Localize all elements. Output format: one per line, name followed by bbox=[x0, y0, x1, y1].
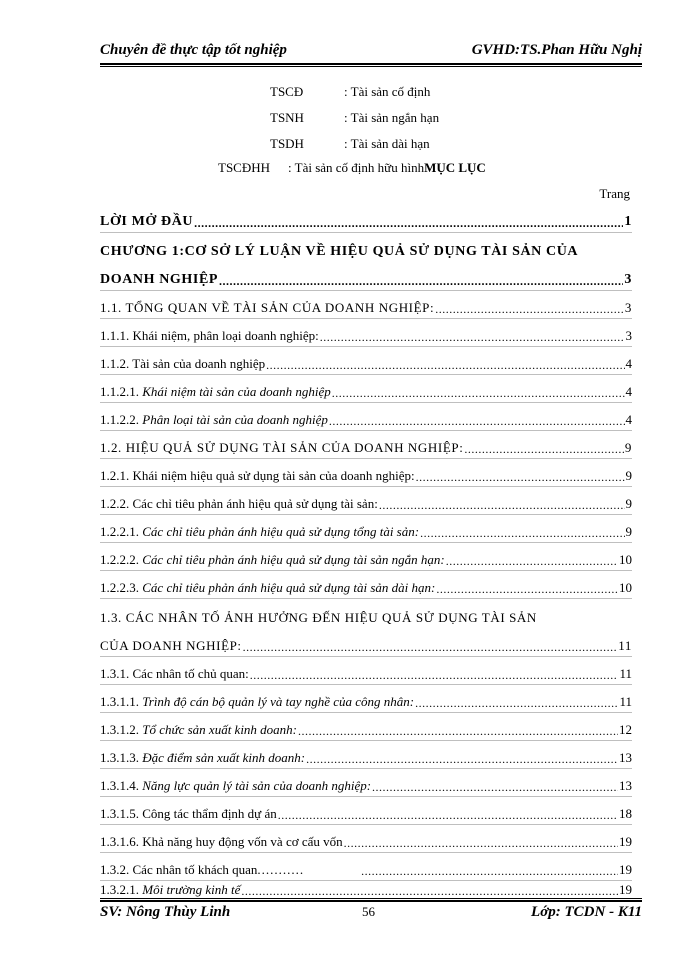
toc-entry-number: 1.1.2.1. bbox=[100, 384, 139, 399]
footer-class: Lớp: TCDN - K11 bbox=[531, 904, 642, 920]
page-footer bbox=[100, 904, 642, 926]
toc-entry[interactable] bbox=[100, 798, 632, 822]
toc-page: 19 bbox=[619, 834, 632, 849]
toc-entry-text: 1.3.1.5. Công tác thẩm định dự án bbox=[100, 806, 277, 821]
header-rule-thick bbox=[100, 63, 642, 65]
toc-separator bbox=[100, 598, 632, 599]
toc-entry-number: 1.3.1.1. bbox=[100, 694, 139, 709]
toc-title: MỤC LỤC bbox=[424, 160, 486, 175]
header-title: Chuyên đề thực tập tốt nghiệp bbox=[100, 42, 287, 58]
abbreviation-desc: : Tài sản ngắn hạn bbox=[344, 110, 440, 125]
toc-entry-text: Trình độ cán bộ quản lý và tay nghề của công nhân: bbox=[142, 694, 415, 709]
toc-entry-number: 1.3.2.1. bbox=[100, 882, 139, 897]
footer-page-number: 56 bbox=[362, 904, 375, 919]
toc-page: 9 bbox=[625, 524, 632, 539]
toc-entry[interactable] bbox=[100, 292, 632, 316]
toc-entry-text: 1.1.2. Tài sản của doanh nghiệp bbox=[100, 356, 266, 371]
abbreviation-desc: : Tài sản dài hạn bbox=[344, 136, 430, 151]
toc-separator bbox=[100, 402, 632, 403]
toc-separator bbox=[100, 374, 632, 375]
toc-entry-text: 1.2. HIỆU QUẢ SỬ DỤNG TÀI SẢN CỦA DOANH NGHIỆP: bbox=[100, 440, 464, 455]
toc-separator bbox=[100, 542, 632, 543]
toc-leader bbox=[266, 358, 624, 372]
toc-entry[interactable] bbox=[100, 658, 632, 682]
toc-separator bbox=[100, 290, 632, 291]
toc-page: 12 bbox=[619, 722, 632, 737]
toc-entry[interactable] bbox=[100, 630, 632, 654]
toc-entry-number: 1.3.1.2. bbox=[100, 722, 139, 737]
toc-leader bbox=[332, 386, 625, 400]
page-header bbox=[100, 40, 642, 62]
toc-separator bbox=[100, 740, 632, 741]
toc-entry-text: Tổ chức sản xuất kinh doanh: bbox=[142, 722, 298, 737]
toc-separator bbox=[100, 852, 632, 853]
toc-leader bbox=[415, 696, 618, 710]
toc-leader bbox=[344, 836, 618, 850]
abbreviation-code: TSCĐHH bbox=[218, 160, 271, 175]
toc-entry-number: 1.2.2.3. bbox=[100, 580, 139, 595]
toc-entry-text: CHƯƠNG 1:CƠ SỞ LÝ LUẬN VỀ HIỆU QUẢ SỬ DỤNG TÀI SẢN CỦA bbox=[100, 244, 579, 259]
toc-separator bbox=[100, 514, 632, 515]
toc-entry-text: 1.2.1. Khái niệm hiệu quả sử dụng tài sản của doanh nghiệp: bbox=[100, 468, 415, 483]
toc-separator bbox=[100, 684, 632, 685]
toc-separator bbox=[100, 796, 632, 797]
toc-leader bbox=[435, 302, 624, 316]
toc-entry-text: Các chỉ tiêu phản ánh hiệu quả sử dụng tài sản ngắn hạn: bbox=[142, 552, 445, 567]
toc-entry[interactable] bbox=[100, 686, 632, 710]
toc-leader bbox=[372, 780, 618, 794]
toc-leader bbox=[436, 582, 618, 596]
toc-entry-text: Các chỉ tiêu phản ánh hiệu quả sử dụng tổng tài sản: bbox=[142, 524, 420, 539]
toc-separator bbox=[100, 768, 632, 769]
toc-entry[interactable] bbox=[100, 348, 632, 372]
toc-leader bbox=[243, 640, 618, 654]
toc-entry-text: DOANH NGHIỆP bbox=[100, 272, 219, 287]
footer-rule-thick bbox=[100, 900, 642, 902]
toc-entry-text: Các chỉ tiêu phản ánh hiệu quả sử dụng tài sản dài hạn: bbox=[142, 580, 436, 595]
toc-separator bbox=[100, 232, 632, 233]
toc-entry-text: Đặc điểm sản xuất kinh doanh: bbox=[142, 750, 306, 765]
toc-separator bbox=[100, 486, 632, 487]
toc-separator bbox=[100, 824, 632, 825]
toc-page: 11 bbox=[619, 694, 632, 709]
header-rule-thin bbox=[100, 66, 642, 67]
toc-leader bbox=[278, 808, 618, 822]
abbreviation-row bbox=[270, 84, 520, 102]
toc-entry-number: 1.2.2.2. bbox=[100, 552, 139, 567]
footer-student: SV: Nông Thùy Linh bbox=[100, 904, 231, 920]
toc-leader bbox=[306, 752, 618, 766]
toc-entry-text: 1.3.2. Các nhân tố khách quan bbox=[100, 862, 258, 877]
abbreviation-desc: : Tài sản cố định bbox=[344, 84, 431, 99]
toc-leader bbox=[379, 498, 625, 512]
toc-entry[interactable] bbox=[100, 376, 632, 400]
toc-separator bbox=[100, 712, 632, 713]
toc-leader bbox=[194, 216, 623, 230]
toc-separator bbox=[100, 318, 632, 319]
toc-page: 10 bbox=[619, 580, 632, 595]
toc-page: 9 bbox=[625, 496, 632, 511]
toc-leader bbox=[329, 414, 625, 428]
toc-entry-number: 1.3.1.3. bbox=[100, 750, 139, 765]
toc-page: 4 bbox=[625, 356, 632, 371]
toc-entry[interactable] bbox=[100, 320, 632, 344]
toc-entry[interactable] bbox=[100, 488, 632, 512]
abbreviation-row bbox=[270, 136, 520, 154]
toc-page: 13 bbox=[619, 778, 632, 793]
toc-page: 9 bbox=[625, 468, 632, 483]
toc-entry[interactable] bbox=[100, 770, 632, 794]
toc-entry-text: 1.3.1. Các nhân tố chủ quan: bbox=[100, 666, 249, 681]
toc-page: 1 bbox=[624, 214, 632, 229]
toc-entry[interactable] bbox=[100, 572, 632, 596]
toc-leader bbox=[241, 884, 618, 898]
header-advisor: GVHD:TS.Phan Hữu Nghị bbox=[471, 42, 642, 58]
toc-page: 3 bbox=[624, 300, 632, 315]
toc-entry[interactable] bbox=[100, 460, 632, 484]
toc-entry-text: Năng lực quản lý tài sản của doanh nghiệp: bbox=[142, 778, 372, 793]
abbreviation-row bbox=[270, 110, 520, 128]
toc-page: 13 bbox=[619, 750, 632, 765]
abbreviation-code: TSDH bbox=[270, 136, 304, 151]
toc-entry-text: CỦA DOANH NGHIỆP: bbox=[100, 638, 242, 653]
toc-page: 11 bbox=[618, 638, 632, 653]
toc-entry-text: Môi trường kinh tế bbox=[142, 882, 241, 897]
toc-leader bbox=[320, 330, 625, 344]
toc-entry[interactable] bbox=[100, 826, 632, 850]
toc-page: 10 bbox=[619, 552, 632, 567]
toc-entry-number: 1.2.2.1. bbox=[100, 524, 139, 539]
abbreviation-row bbox=[218, 160, 538, 178]
footer-rule-thin bbox=[100, 898, 642, 899]
toc-page: 3 bbox=[624, 272, 632, 287]
toc-leader bbox=[416, 470, 625, 484]
abbreviation-code: TSCĐ bbox=[270, 84, 304, 99]
toc-page: 9 bbox=[624, 440, 632, 455]
toc-entry[interactable] bbox=[100, 544, 632, 568]
toc-entry-number: 1.1.2.2. bbox=[100, 412, 139, 427]
toc-entry-text: 1.3. CÁC NHÂN TỐ ẢNH HƯỞNG ĐẾN HIỆU QUẢ SỬ DỤNG TÀI SẢN bbox=[100, 610, 537, 625]
toc-entry[interactable] bbox=[100, 874, 632, 898]
toc-entry[interactable] bbox=[100, 264, 632, 288]
toc-page: 11 bbox=[619, 666, 632, 681]
toc-entry-text: 1.1. TỔNG QUAN VỀ TÀI SẢN CỦA DOANH NGHIỆP: bbox=[100, 300, 435, 315]
toc-leader bbox=[219, 274, 623, 288]
toc-entry[interactable] bbox=[100, 714, 632, 738]
toc-page: 4 bbox=[625, 384, 632, 399]
toc-page: 19 bbox=[619, 862, 632, 877]
toc-entry-text: Khái niệm tài sản của doanh nghiệp bbox=[142, 384, 331, 399]
toc-page: 18 bbox=[619, 806, 632, 821]
toc-leader bbox=[420, 526, 624, 540]
toc-leader bbox=[250, 668, 619, 682]
abbreviation-desc: : Tài sản cố định hữu hìnhMỤC LỤC bbox=[288, 160, 486, 175]
page-column-label: Trang bbox=[599, 186, 630, 201]
toc-page: 4 bbox=[625, 412, 632, 427]
toc-page: 3 bbox=[625, 328, 632, 343]
toc-entry-text: 1.2.2. Các chỉ tiêu phản ánh hiệu quả sử dụng tài sản: bbox=[100, 496, 378, 511]
toc-separator bbox=[100, 346, 632, 347]
toc-entry-text: LỜI MỞ ĐẦU bbox=[100, 214, 194, 229]
toc-entry[interactable] bbox=[100, 516, 632, 540]
toc-separator bbox=[100, 458, 632, 459]
toc-entry-number: 1.3.1.4. bbox=[100, 778, 139, 793]
toc-leader bbox=[464, 442, 623, 456]
toc-entry[interactable] bbox=[100, 432, 632, 456]
toc-leader-short: ........... bbox=[257, 862, 305, 877]
toc-leader bbox=[446, 554, 618, 568]
toc-entry-text: Phân loại tài sản của doanh nghiệp bbox=[142, 412, 328, 427]
toc-separator bbox=[100, 570, 632, 571]
toc-page: 19 bbox=[619, 882, 632, 897]
toc-separator bbox=[100, 656, 632, 657]
toc-entry[interactable] bbox=[100, 206, 632, 230]
toc-entry[interactable] bbox=[100, 404, 632, 428]
toc-entry-text: 1.1.1. Khái niệm, phân loại doanh nghiệp: bbox=[100, 328, 319, 343]
toc-entry[interactable] bbox=[100, 742, 632, 766]
toc-separator bbox=[100, 430, 632, 431]
abbreviation-code: TSNH bbox=[270, 110, 304, 125]
toc-entry-text: 1.3.1.6. Khả năng huy động vốn và cơ cấu vốn bbox=[100, 834, 343, 849]
toc-entry[interactable] bbox=[100, 236, 632, 260]
toc-leader bbox=[298, 724, 618, 738]
toc-entry[interactable] bbox=[100, 602, 632, 626]
